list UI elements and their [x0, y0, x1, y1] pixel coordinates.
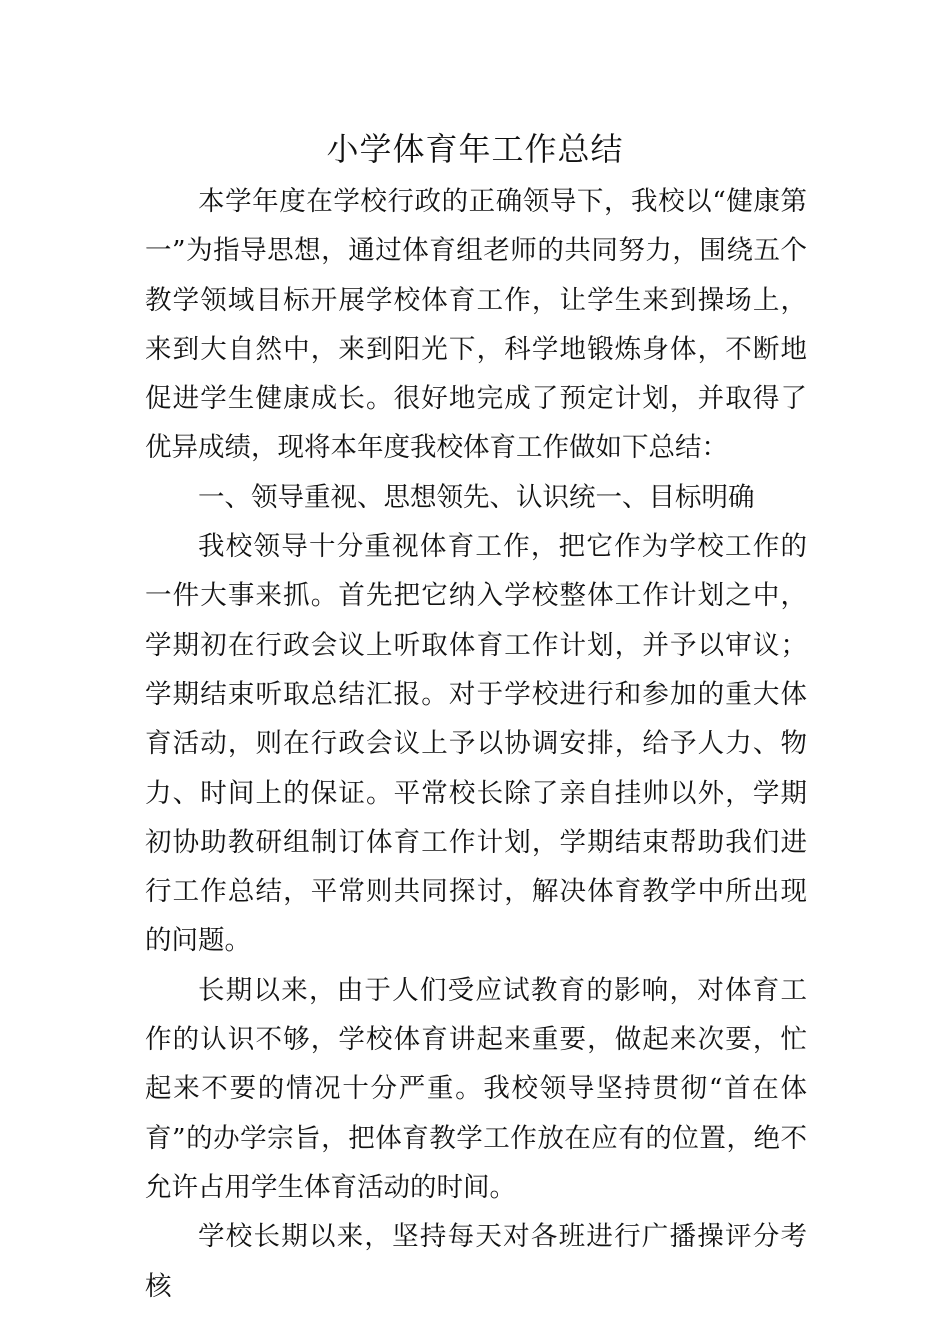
paragraph-exercise: 学校长期以来，坚持每天对各班进行广播操评分考核: [145, 1221, 807, 1302]
document-body: [145, 177, 807, 1311]
paragraph-leadership: 我校领导十分重视体育工作，把它作为学校工作的一件大事来抓。首先把它纳入学校整体工作计划之中，学期初在行政会议上听取体育工作计划，并予以审议；学期结束听取总结汇报。对于学校进行和参加的重大体育活动，则在行政会议上予以协调安排，给予人力、物力、时间上的保证。平常校长除了亲自挂帅以外，学期初协助教研组制订体育工作计划，学期结束帮助我们进行工作总结，平常则共同探讨，解决体育教学中所出现的问题。: [145, 531, 807, 957]
document-title: 小学体育年工作总结: [326, 130, 624, 168]
paragraph-intro: 本学年度在学校行政的正确领导下，我校以“健康第一”为指导思想，通过体育组老师的共同努力，围绕五个教学领域目标开展学校体育工作，让学生来到操场上，来到大自然中，来到阳光下，科学地锻炼身体，不断地促进学生健康成长。很好地完成了预定计划，并取得了优异成绩，现将本年度我校体育工作做如下总结：: [145, 186, 807, 464]
section-heading-1: 一、领导重视、思想领先、认识统一、目标明确: [198, 481, 755, 513]
paragraph-awareness: 长期以来，由于人们受应试教育的影响，对体育工作的认识不够，学校体育讲起来重要，做起来次要，忙起来不要的情况十分严重。我校领导坚持贯彻“首在体育”的办学宗旨，把体育教学工作放在应有的位置，绝不允许占用学生体育活动的时间。: [145, 974, 807, 1203]
